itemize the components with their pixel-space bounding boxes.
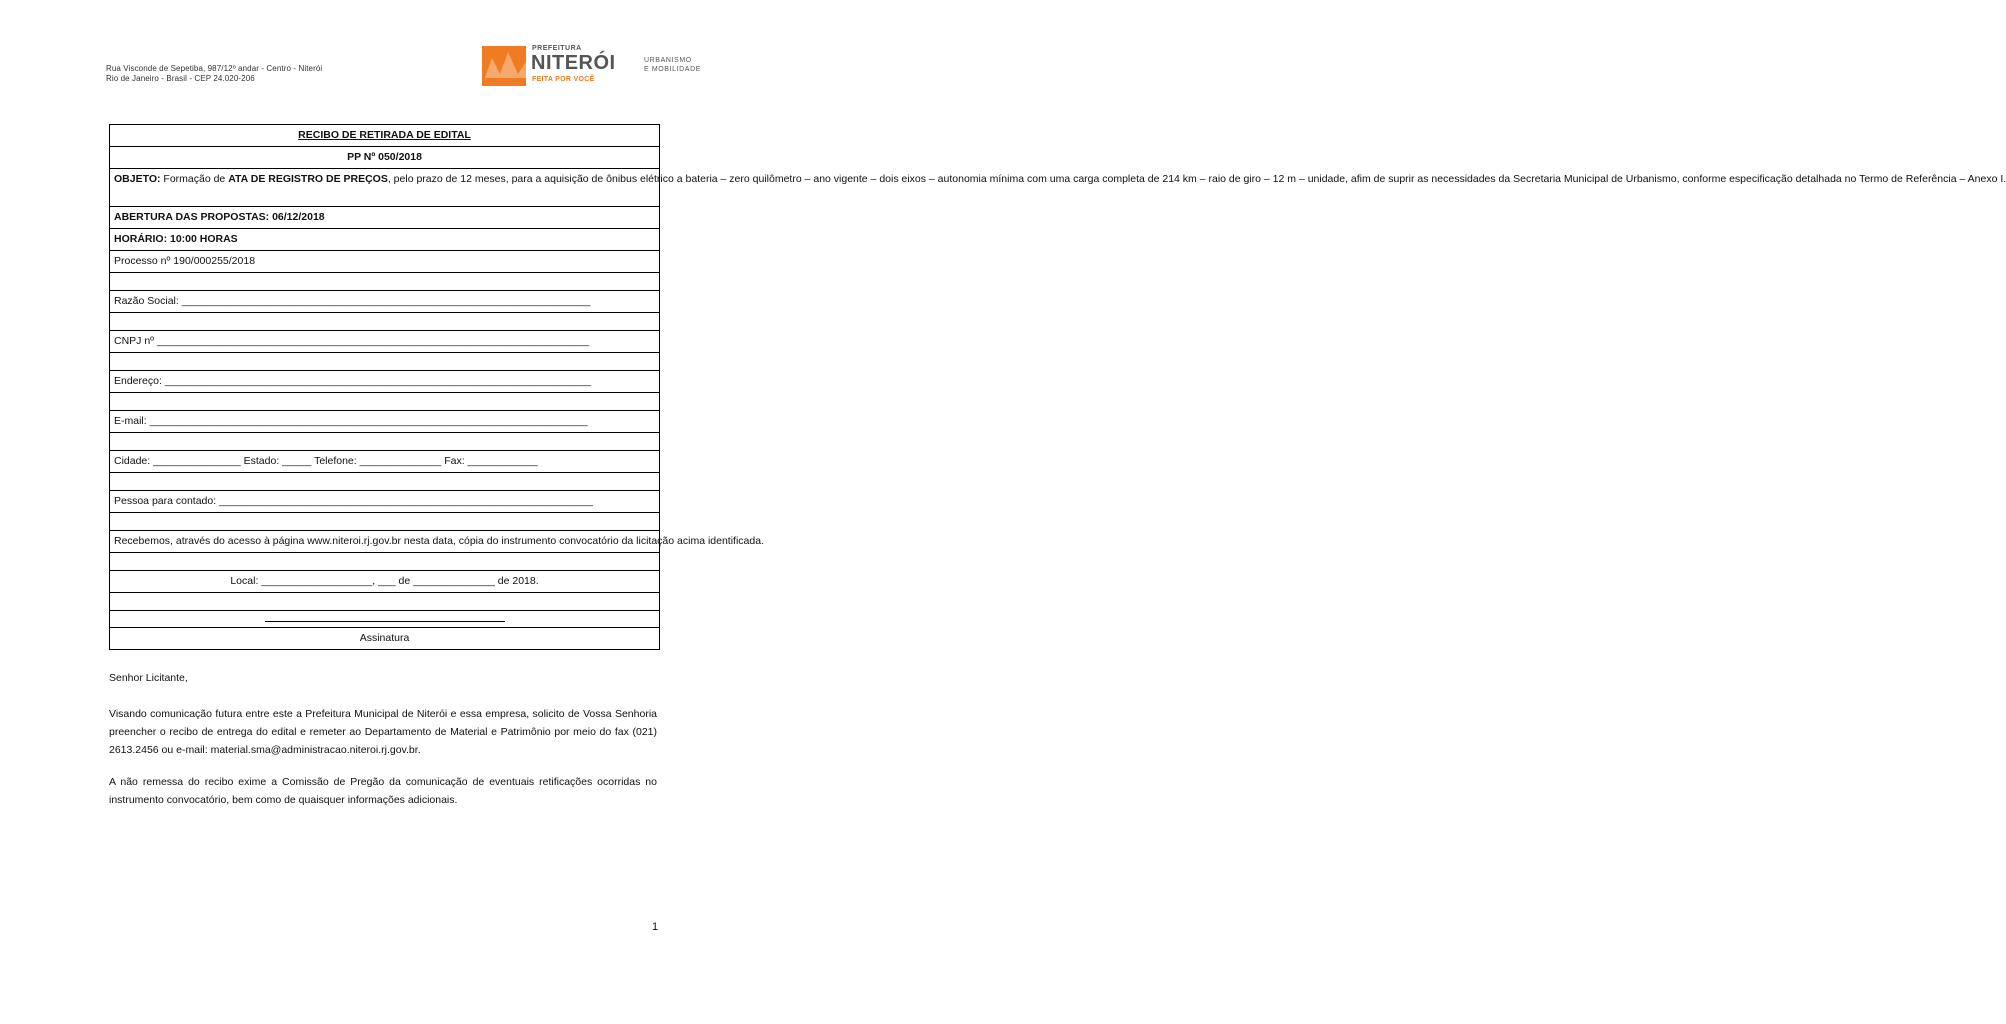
blank-row bbox=[110, 393, 660, 411]
horario-row bbox=[110, 229, 660, 251]
email-row bbox=[110, 411, 660, 433]
logo-prefeitura-text: PREFEITURA bbox=[532, 45, 582, 52]
razao-social-row bbox=[110, 291, 660, 313]
objeto-text bbox=[110, 169, 2006, 207]
blank-cell bbox=[110, 593, 660, 611]
local-row bbox=[110, 571, 660, 593]
blank-cell bbox=[110, 393, 660, 411]
logo-tagline: FEITA POR VOCÊ bbox=[532, 76, 595, 83]
objeto-text-part1: Formação de bbox=[163, 173, 229, 185]
pp-number-row bbox=[110, 147, 660, 169]
signature-line[interactable] bbox=[265, 611, 505, 622]
objeto-bold-text: ATA DE REGISTRO DE PREÇOS bbox=[228, 173, 388, 185]
dept-line-2: E MOBILIDADE bbox=[644, 66, 701, 73]
address-line-2: Rio de Janeiro - Brasil - CEP 24.020-206 bbox=[106, 74, 255, 83]
cnpj-row bbox=[110, 331, 660, 353]
blank-cell bbox=[110, 353, 660, 371]
blank-row bbox=[110, 313, 660, 331]
local-date-field[interactable]: Local: ___________________, ___ de ______________ de 2018. bbox=[110, 571, 660, 593]
pp-number: PP Nº 050/2018 bbox=[110, 147, 660, 169]
razao-social-field[interactable]: Razão Social: ______________________________________________________________________ bbox=[110, 291, 660, 313]
salutation: Senhor Licitante, bbox=[109, 672, 188, 684]
blank-row bbox=[110, 433, 660, 451]
letter-paragraph-1: Visando comunicação futura entre este a Prefeitura Municipal de Niterói e essa empresa, solicito de Vossa Senhoria preencher o recibo de entrega do edital e remeter ao Departamento de Material e Patrimônio por meio do fax (021) 2613.2456 ou e-mail: material.sma@administracao.niteroi.rj.gov.br. bbox=[109, 708, 657, 756]
header-address bbox=[106, 64, 322, 84]
letter-paragraph-2: A não remessa do recibo exime a Comissão de Pregão da comunicação de eventuais retificações ocorridas no instrumento convocatório, bem como de quaisquer informações adicionais. bbox=[109, 776, 657, 806]
prefeitura-niteroi-logo bbox=[482, 44, 702, 90]
blank-cell bbox=[110, 513, 660, 531]
processo-row bbox=[110, 251, 660, 273]
receipt-title-row bbox=[110, 125, 660, 147]
receipt-title: RECIBO DE RETIRADA DE EDITAL bbox=[298, 129, 471, 141]
processo-number: Processo nº 190/000255/2018 bbox=[110, 251, 660, 273]
niteroi-logo-mark-icon bbox=[482, 44, 526, 88]
endereco-field[interactable]: Endereço: _________________________________________________________________________ bbox=[110, 371, 660, 393]
blank-row bbox=[110, 273, 660, 291]
logo-city-name: NITERÓI bbox=[531, 52, 616, 74]
cnpj-field[interactable]: CNPJ nº __________________________________________________________________________ bbox=[110, 331, 660, 353]
blank-row bbox=[110, 513, 660, 531]
email-field[interactable]: E-mail: ___________________________________________________________________________ bbox=[110, 411, 660, 433]
blank-row bbox=[110, 473, 660, 491]
logo-department bbox=[644, 56, 701, 74]
blank-cell bbox=[110, 473, 660, 491]
page-number: 1 bbox=[652, 921, 659, 933]
recebemos-row bbox=[110, 531, 660, 553]
address-line-1: Rua Visconde de Sepetiba, 987/12º andar - Centro - Niterói bbox=[106, 64, 323, 73]
blank-cell bbox=[110, 273, 660, 291]
receipt-form-table bbox=[109, 124, 2006, 650]
signature-line-cell[interactable] bbox=[110, 611, 660, 628]
objeto-label: OBJETO: bbox=[114, 173, 164, 185]
cidade-estado-telefone-fax-fields[interactable]: Cidade: _______________ Estado: _____ Telefone: ______________ Fax: ____________ bbox=[110, 451, 660, 473]
horario: HORÁRIO: 10:00 HORAS bbox=[110, 229, 660, 251]
endereco-row bbox=[110, 371, 660, 393]
blank-cell bbox=[110, 553, 660, 571]
cidade-row bbox=[110, 451, 660, 473]
blank-cell bbox=[110, 313, 660, 331]
recebemos-text: Recebemos, através do acesso à página www.niteroi.rj.gov.br nesta data, cópia do instrumento convocatório da licitação acima identificada. bbox=[110, 531, 660, 553]
signature-line-row bbox=[110, 611, 660, 628]
assinatura-row bbox=[110, 628, 660, 650]
blank-row bbox=[110, 593, 660, 611]
dept-line-1: URBANISMO bbox=[644, 57, 692, 64]
abertura-row bbox=[110, 207, 660, 229]
abertura-propostas: ABERTURA DAS PROPOSTAS: 06/12/2018 bbox=[110, 207, 660, 229]
assinatura-label: Assinatura bbox=[110, 628, 660, 650]
pessoa-row bbox=[110, 491, 660, 513]
blank-row bbox=[110, 353, 660, 371]
blank-row bbox=[110, 553, 660, 571]
blank-cell bbox=[110, 433, 660, 451]
objeto-row bbox=[110, 169, 660, 207]
pessoa-contato-field[interactable]: Pessoa para contado: ________________________________________________________________ bbox=[110, 491, 660, 513]
objeto-text-part2: , pelo prazo de 12 meses, para a aquisição de ônibus elétrico a bateria – zero quilômetro – ano vigente – dois eixos – autonomia mínima com uma carga completa de 214 km – raio de giro – 12 m – unidade, afim de suprir as necessidades da Secretaria Municipal de Urbanismo, conforme especificação detalhada no Termo de Referência – Anexo I. bbox=[387, 173, 2006, 185]
